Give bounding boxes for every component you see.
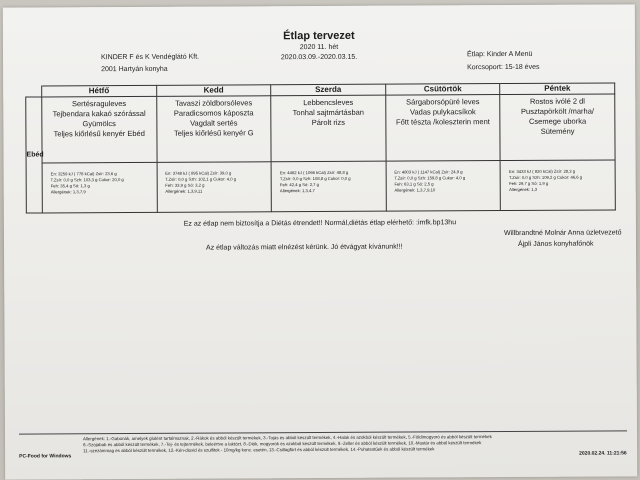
nutrition-line: En: 3433 kJ ( 820 kCal) Zsír: 28,3 g <box>508 168 576 174</box>
print-timestamp: 2020.02.24. 11:21:56 <box>579 450 627 457</box>
dish: Teljes kiőrlésű kenyér Ebéd <box>53 128 145 139</box>
nutrition-line: T.Zsír: 0,0 g Szh: 102,1 g Cukor: 4,0 g <box>165 176 237 182</box>
nutrition-line: En: 3748 kJ ( 895 kCal) Zsír: 39,0 g <box>165 170 232 176</box>
dish: Teljes kiőrlésű kenyér G <box>173 128 254 138</box>
day-header-tuesday: Kedd <box>156 85 271 97</box>
chef-signature: Ájpli János konyhafőnök <box>517 240 594 248</box>
dish: Sütemény <box>540 126 575 136</box>
nutrition-line: Allergének: 1,3,4,7 <box>279 187 315 193</box>
day-header-friday: Péntek <box>500 83 615 95</box>
dish: Vagdalt sertés <box>190 118 238 128</box>
dish: Csemege uborka <box>528 116 587 126</box>
dish: Paradicsomos káposzta <box>173 108 254 118</box>
dish: Főtt tészta /koleszterin ment <box>396 117 490 127</box>
company-name: KINDER F és K Vendéglátó Kft. <box>101 53 200 62</box>
week-label: 2020 11. hét <box>299 43 339 52</box>
date-range: 2020.03.09.-2020.03.15. <box>280 53 358 62</box>
nutrition-line: Allergének: 1,3,7,9,10 <box>394 187 436 193</box>
nutrition-line: Feh: 42,4 g Só: 2,7 g <box>279 181 320 187</box>
nutrition-line: En: 4803 kJ ( 1147 kCal) Zsír: 24,9 g <box>394 168 463 175</box>
menu-info: Étlap: Kinder A Menü <box>467 50 533 59</box>
allergen-legend-line: Allergének: 1.-Gabonák, amelyek glutént tartalmaznak, 2.-Rákok és abból készült termékek, 3.-Tojás és abból készült termékek, 4.-Halak és azokból készült termékek, 5.-Földimogyoró és abból készült termékek <box>83 434 492 442</box>
diet-notice: Ez az étlap nem biztosítja a Diétás étrendet!! Normál,diétás étlap elérhető: :imfk.bp13hu <box>183 219 457 228</box>
software-name: PC-Food for Windows <box>19 453 72 460</box>
manager-signature: Willbrandtné Molnár Anna üzletvezető <box>503 229 622 238</box>
nutrition-wednesday <box>271 161 386 212</box>
dish: Sertésraguleves <box>71 99 127 109</box>
allergen-legend-line: 11.-szezámmag és abból készült termékek, 12.-Kén-dioxid és szulfitok - 10mg/kg konc. esetén, 13.-Csillagfürt és abból készült termékek, 14.-Puhatestűek és abból készült termékek <box>83 446 435 454</box>
dish: Gyümölcs <box>82 119 116 129</box>
dish: Pusztapörkölt /marha/ <box>520 106 594 116</box>
nutrition-line: Feh: 63,1 g Só: 2,5 g <box>394 181 434 187</box>
nutrition-line: T.Zsír: 0,0 g Szh: 109,2 g Cukor: 46,6 g <box>509 174 583 180</box>
dishes-monday <box>42 96 157 162</box>
nutrition-monday <box>42 162 157 213</box>
nutrition-line: Allergének: 1,3,9,11 <box>165 188 203 194</box>
page-title: Étlap tervezet <box>283 29 355 43</box>
day-header-wednesday: Szerda <box>271 84 386 96</box>
nutrition-line: Feh: 33,9 g Só: 3,2 g <box>165 182 205 188</box>
nutrition-thursday <box>386 160 501 211</box>
apology-notice: Az étlap változás miatt elnézést kérünk. Jó étvágyat kívánunk!!! <box>206 243 403 252</box>
nutrition-line: Feh: 35,4 g Só: 1,3 g <box>50 182 90 189</box>
nutrition-line: Allergének: 1,3,7,9 <box>50 188 86 195</box>
day-header-monday: Hétfő <box>42 85 157 97</box>
dish: Párolt rizs <box>311 117 346 128</box>
dish: Vadas pulykacsíkok <box>410 107 476 117</box>
day-header-thursday: Csütörtök <box>385 84 500 96</box>
table-corner <box>26 86 42 97</box>
nutrition-line: T.Zsír: 0,0 g Szh: 108,8 g Cukor: 0,0 g <box>279 175 351 181</box>
age-group: Korcsoport: 15-18 éves <box>467 63 540 72</box>
nutrition-line: T.Zsír: 0,0 g Szh: 103,3 g Cukor: 20,0 g <box>50 176 124 183</box>
menu-table <box>25 82 616 213</box>
dish: Sárgaborsópüré leves <box>406 97 480 107</box>
dishes-tuesday <box>156 96 271 162</box>
dish: Tonhal sajtmártásban <box>292 107 364 118</box>
dishes-thursday <box>386 95 501 161</box>
dish: Tejbendara kakaó szórással <box>52 108 146 119</box>
nutrition-line: Allergének: 1,3 <box>509 186 538 192</box>
nutrition-line: En: 4462 kJ ( 1066 kCal) Zsír: 48,8 g <box>279 169 349 175</box>
nutrition-friday <box>500 160 615 211</box>
dish: Lebbencsleves <box>303 97 354 108</box>
dish: Rostos ivólé 2 dl <box>529 96 585 106</box>
nutrition-tuesday <box>157 161 272 212</box>
nutrition-line: Feh: 29,7 g Só: 1,9 g <box>509 180 549 186</box>
nutrition-line: En: 3259 kJ ( 778 kCal) Zsír: 23,6 g <box>50 170 117 177</box>
dishes-friday <box>500 94 615 160</box>
footer-divider <box>19 430 627 434</box>
menu-document <box>3 4 637 479</box>
company-kitchen: 2001 Hartyán konyha <box>101 65 168 74</box>
dish: Tavaszi zöldborsóleves <box>175 98 253 108</box>
allergen-legend-line: 6.-Szójabab és abból készült termékek, 7.-Tej- és tejtermékek, beleértve a laktózt, 8.-Diók, mogyorók és azokból készült termékek, 9.-Zeller és abból készült termékek, 10.-Mustár és abból készült termékek <box>83 440 482 448</box>
dishes-wednesday <box>271 95 386 161</box>
nutrition-line: T.Zsír: 0,0 g Szh: 159,8 g Cukor: 4,0 g <box>394 174 466 181</box>
row-label-lunch: Ebéd <box>26 97 43 213</box>
